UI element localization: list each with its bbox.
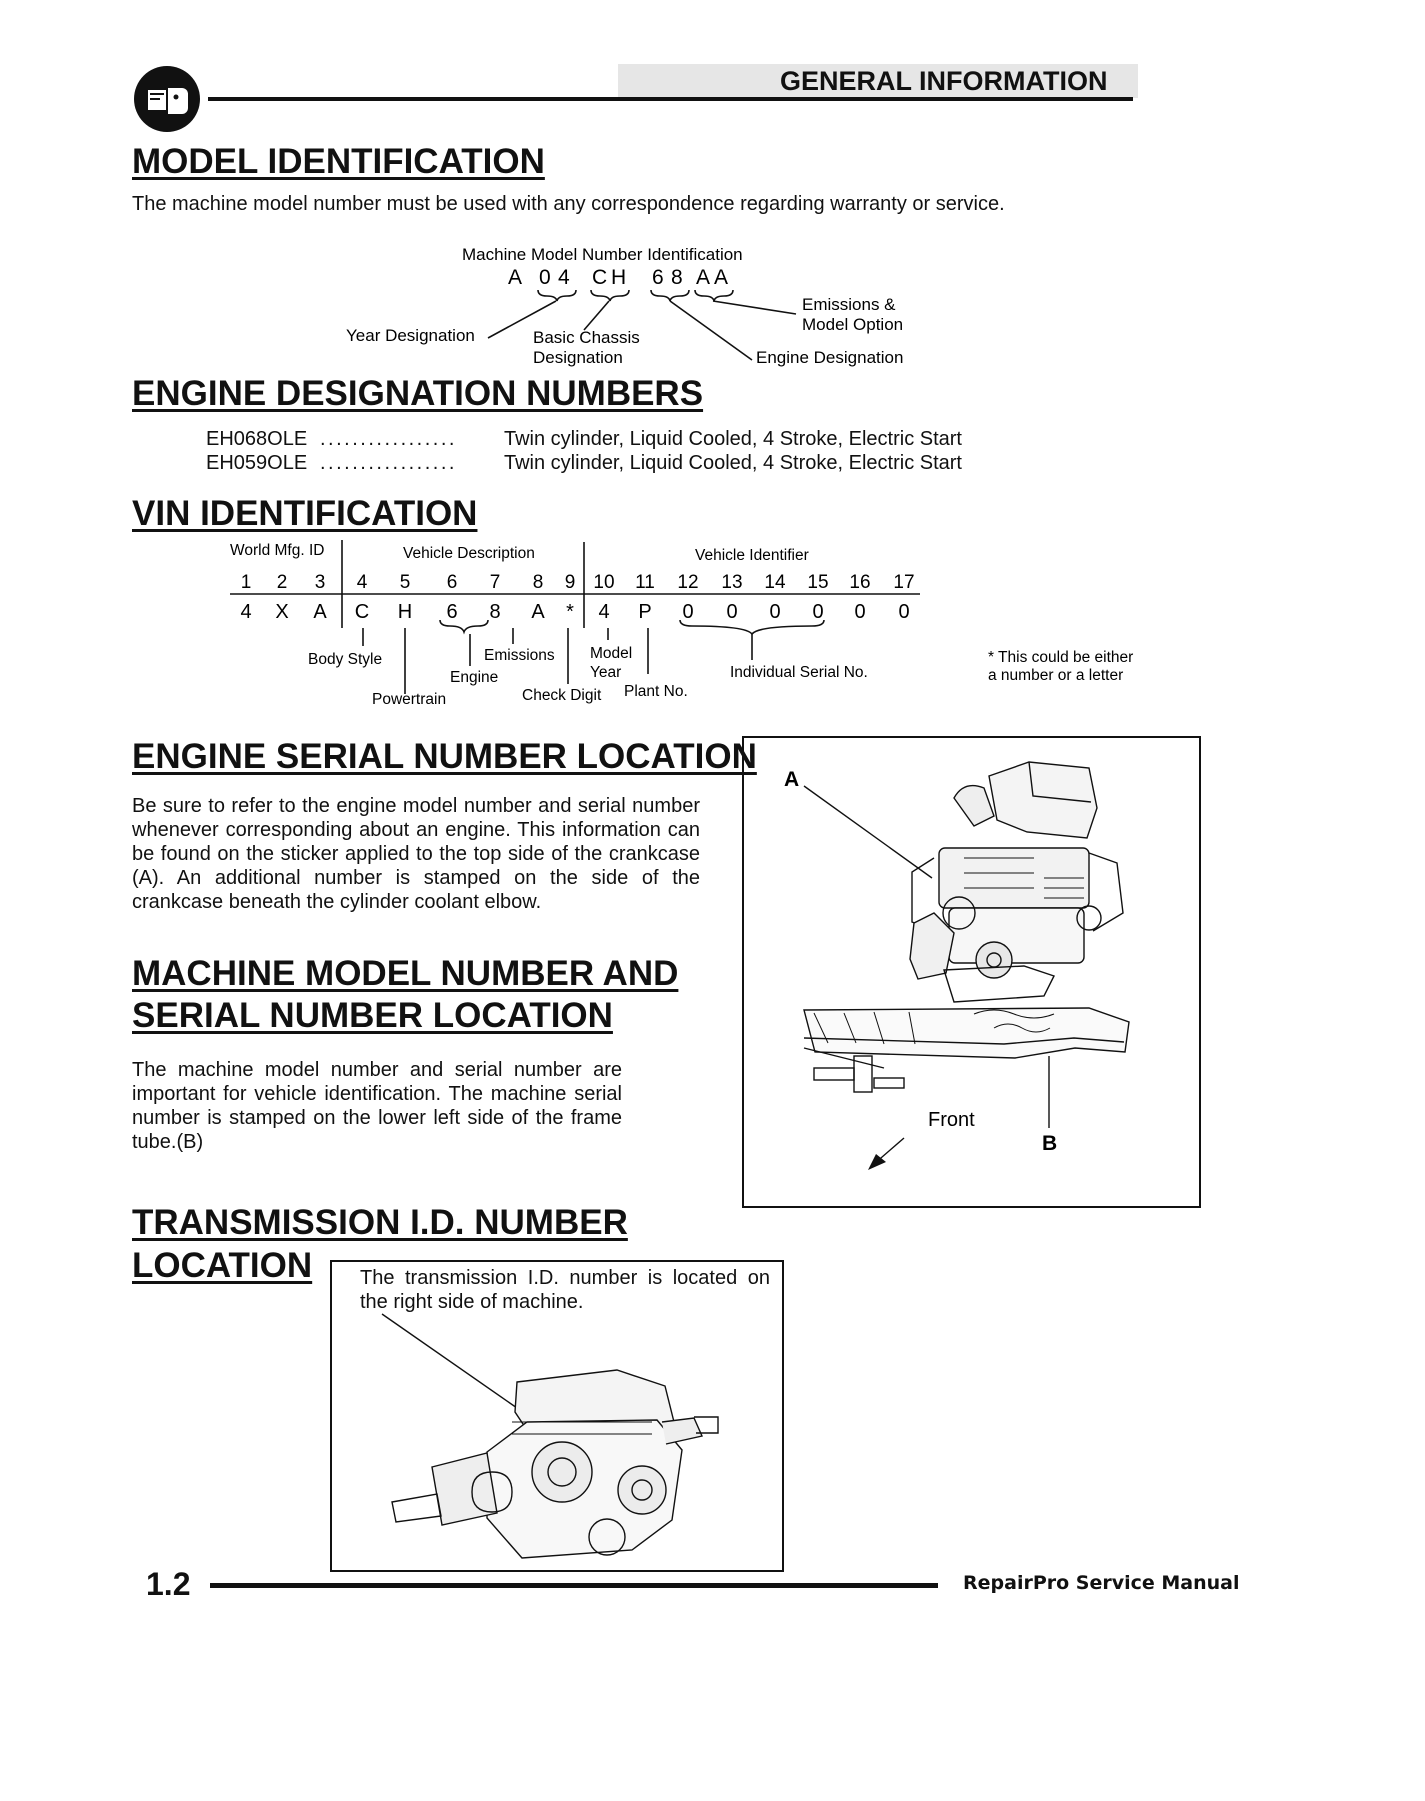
vin-position: 10 bbox=[593, 572, 615, 593]
label-basic-chassis: Basic Chassis bbox=[533, 328, 640, 347]
vin-position: 17 bbox=[893, 572, 915, 593]
vin-position: 5 bbox=[399, 572, 411, 593]
heading-vin-identification: VIN IDENTIFICATION bbox=[132, 494, 478, 533]
manual-title: RepairPro Service Manual bbox=[963, 1572, 1240, 1594]
heading-machine-model: MACHINE MODEL NUMBER AND bbox=[132, 954, 679, 993]
engine-description: Twin cylinder, Liquid Cooled, 4 Stroke, Electric Start bbox=[504, 452, 962, 474]
section-title: GENERAL INFORMATION bbox=[780, 66, 1108, 96]
code-char: A bbox=[696, 266, 711, 289]
code-char: H bbox=[611, 266, 627, 289]
machine-model-text: The machine model number and serial number are important for vehicle identification. The machine serial number is stamped on the lower left side of the frame tube.(B) bbox=[132, 1059, 622, 1153]
vin-position: 4 bbox=[356, 572, 368, 593]
heading-model-identification: MODEL IDENTIFICATION bbox=[132, 142, 545, 181]
vin-group-vehicle-desc: Vehicle Description bbox=[403, 545, 535, 562]
vin-group-world-mfg: World Mfg. ID bbox=[230, 542, 325, 559]
vin-value: 0 bbox=[682, 601, 694, 623]
label-basic-chassis-2: Designation bbox=[533, 348, 623, 367]
vin-value: 0 bbox=[854, 601, 866, 623]
vin-value: 4 bbox=[240, 601, 252, 623]
code-char: C bbox=[592, 266, 608, 289]
vin-label-powertrain: Powertrain bbox=[372, 691, 447, 708]
code-char: 4 bbox=[558, 266, 570, 289]
vin-label-model-year: Model bbox=[590, 645, 633, 662]
vin-position: 2 bbox=[276, 572, 288, 593]
code-char: 6 bbox=[652, 266, 664, 289]
heading-transmission-2: LOCATION bbox=[132, 1246, 313, 1285]
list-item bbox=[206, 452, 1006, 476]
code-char: 8 bbox=[671, 266, 683, 289]
general-info-icon bbox=[132, 64, 202, 134]
header-rule bbox=[208, 97, 1133, 101]
vin-position: 8 bbox=[532, 572, 544, 593]
vin-diagram bbox=[220, 538, 1220, 718]
vin-value: H bbox=[397, 601, 413, 623]
page-number: 1.2 bbox=[146, 1566, 191, 1602]
vin-value: 4 bbox=[598, 601, 610, 623]
engine-serial-text: Be sure to refer to the engine model number and serial number whenever corresponding about an engine. This information can be found on the sticker applied to the top side of the crankcase (A). An additional number is stamped on the side of the crankcase beneath the cylinder coolant elbow. bbox=[132, 795, 700, 913]
figure-label-front: Front bbox=[928, 1109, 975, 1131]
label-model-option: Model Option bbox=[802, 315, 904, 334]
vin-position: 6 bbox=[446, 572, 458, 593]
vin-position: 9 bbox=[564, 572, 576, 593]
vin-position: 15 bbox=[807, 572, 829, 593]
vin-label-body-style: Body Style bbox=[308, 651, 383, 668]
vin-value: P bbox=[638, 601, 652, 623]
engine-code: EH068OLE bbox=[206, 428, 308, 450]
label-engine-designation: Engine Designation bbox=[756, 348, 904, 367]
vin-value: A bbox=[313, 601, 327, 623]
vin-position: 13 bbox=[721, 572, 743, 593]
vin-position: 16 bbox=[849, 572, 871, 593]
vin-value: 0 bbox=[726, 601, 738, 623]
vin-position: 14 bbox=[764, 572, 786, 593]
vin-value: 0 bbox=[769, 601, 781, 623]
transmission-box-text: The transmission I.D. number is located on the right side of machine. bbox=[360, 1267, 770, 1313]
vin-value: 0 bbox=[812, 601, 824, 623]
vin-note: * This could be either bbox=[988, 649, 1134, 666]
vin-label-plant: Plant No. bbox=[624, 683, 688, 700]
vin-position: 12 bbox=[677, 572, 699, 593]
code-char: 0 bbox=[539, 266, 551, 289]
engine-code: EH059OLE bbox=[206, 452, 308, 474]
model-number-diagram bbox=[330, 238, 950, 373]
vin-position: 11 bbox=[635, 572, 655, 593]
vin-label-model-year-2: Year bbox=[590, 664, 622, 681]
vin-position: 7 bbox=[489, 572, 501, 593]
vin-value: 8 bbox=[489, 601, 501, 623]
engine-frame-figure bbox=[742, 736, 1201, 1208]
code-char: A bbox=[714, 266, 729, 289]
label-emissions: Emissions & bbox=[802, 295, 896, 314]
vin-note-2: a number or a letter bbox=[988, 667, 1124, 684]
vin-value: C bbox=[354, 601, 370, 623]
heading-machine-model-2: SERIAL NUMBER LOCATION bbox=[132, 996, 613, 1035]
list-item bbox=[206, 428, 1006, 452]
vin-label-check-digit: Check Digit bbox=[522, 687, 602, 704]
heading-transmission: TRANSMISSION I.D. NUMBER bbox=[132, 1203, 628, 1242]
code-char: A bbox=[508, 266, 523, 289]
leader-dots: ................. bbox=[320, 428, 457, 450]
engine-description: Twin cylinder, Liquid Cooled, 4 Stroke, Electric Start bbox=[504, 428, 962, 450]
leader-dots: ................. bbox=[320, 452, 457, 474]
model-identification-intro: The machine model number must be used with any correspondence regarding warranty or service. bbox=[132, 193, 1005, 215]
vin-value: A bbox=[531, 601, 545, 623]
vin-label-engine: Engine bbox=[450, 669, 499, 686]
vin-group-vehicle-id: Vehicle Identifier bbox=[695, 547, 809, 564]
vin-value: 6 bbox=[446, 601, 458, 623]
heading-engine-serial: ENGINE SERIAL NUMBER LOCATION bbox=[132, 737, 757, 776]
heading-engine-designation: ENGINE DESIGNATION NUMBERS bbox=[132, 374, 704, 413]
vin-value: 0 bbox=[898, 601, 910, 623]
footer-rule bbox=[210, 1583, 938, 1588]
vin-value: * bbox=[566, 601, 574, 623]
figure-label-b: B bbox=[1042, 1132, 1058, 1155]
vin-value: X bbox=[275, 601, 289, 623]
engine-designation-list bbox=[206, 428, 1006, 476]
figure-label-a: A bbox=[784, 768, 800, 791]
label-year-designation: Year Designation bbox=[346, 326, 475, 345]
diagram-title: Machine Model Number Identification bbox=[462, 245, 743, 264]
vin-label-emissions: Emissions bbox=[484, 647, 555, 664]
vin-position: 3 bbox=[314, 572, 326, 593]
vin-label-serial: Individual Serial No. bbox=[730, 664, 868, 681]
vin-position: 1 bbox=[240, 572, 252, 593]
transmission-figure bbox=[330, 1260, 784, 1572]
